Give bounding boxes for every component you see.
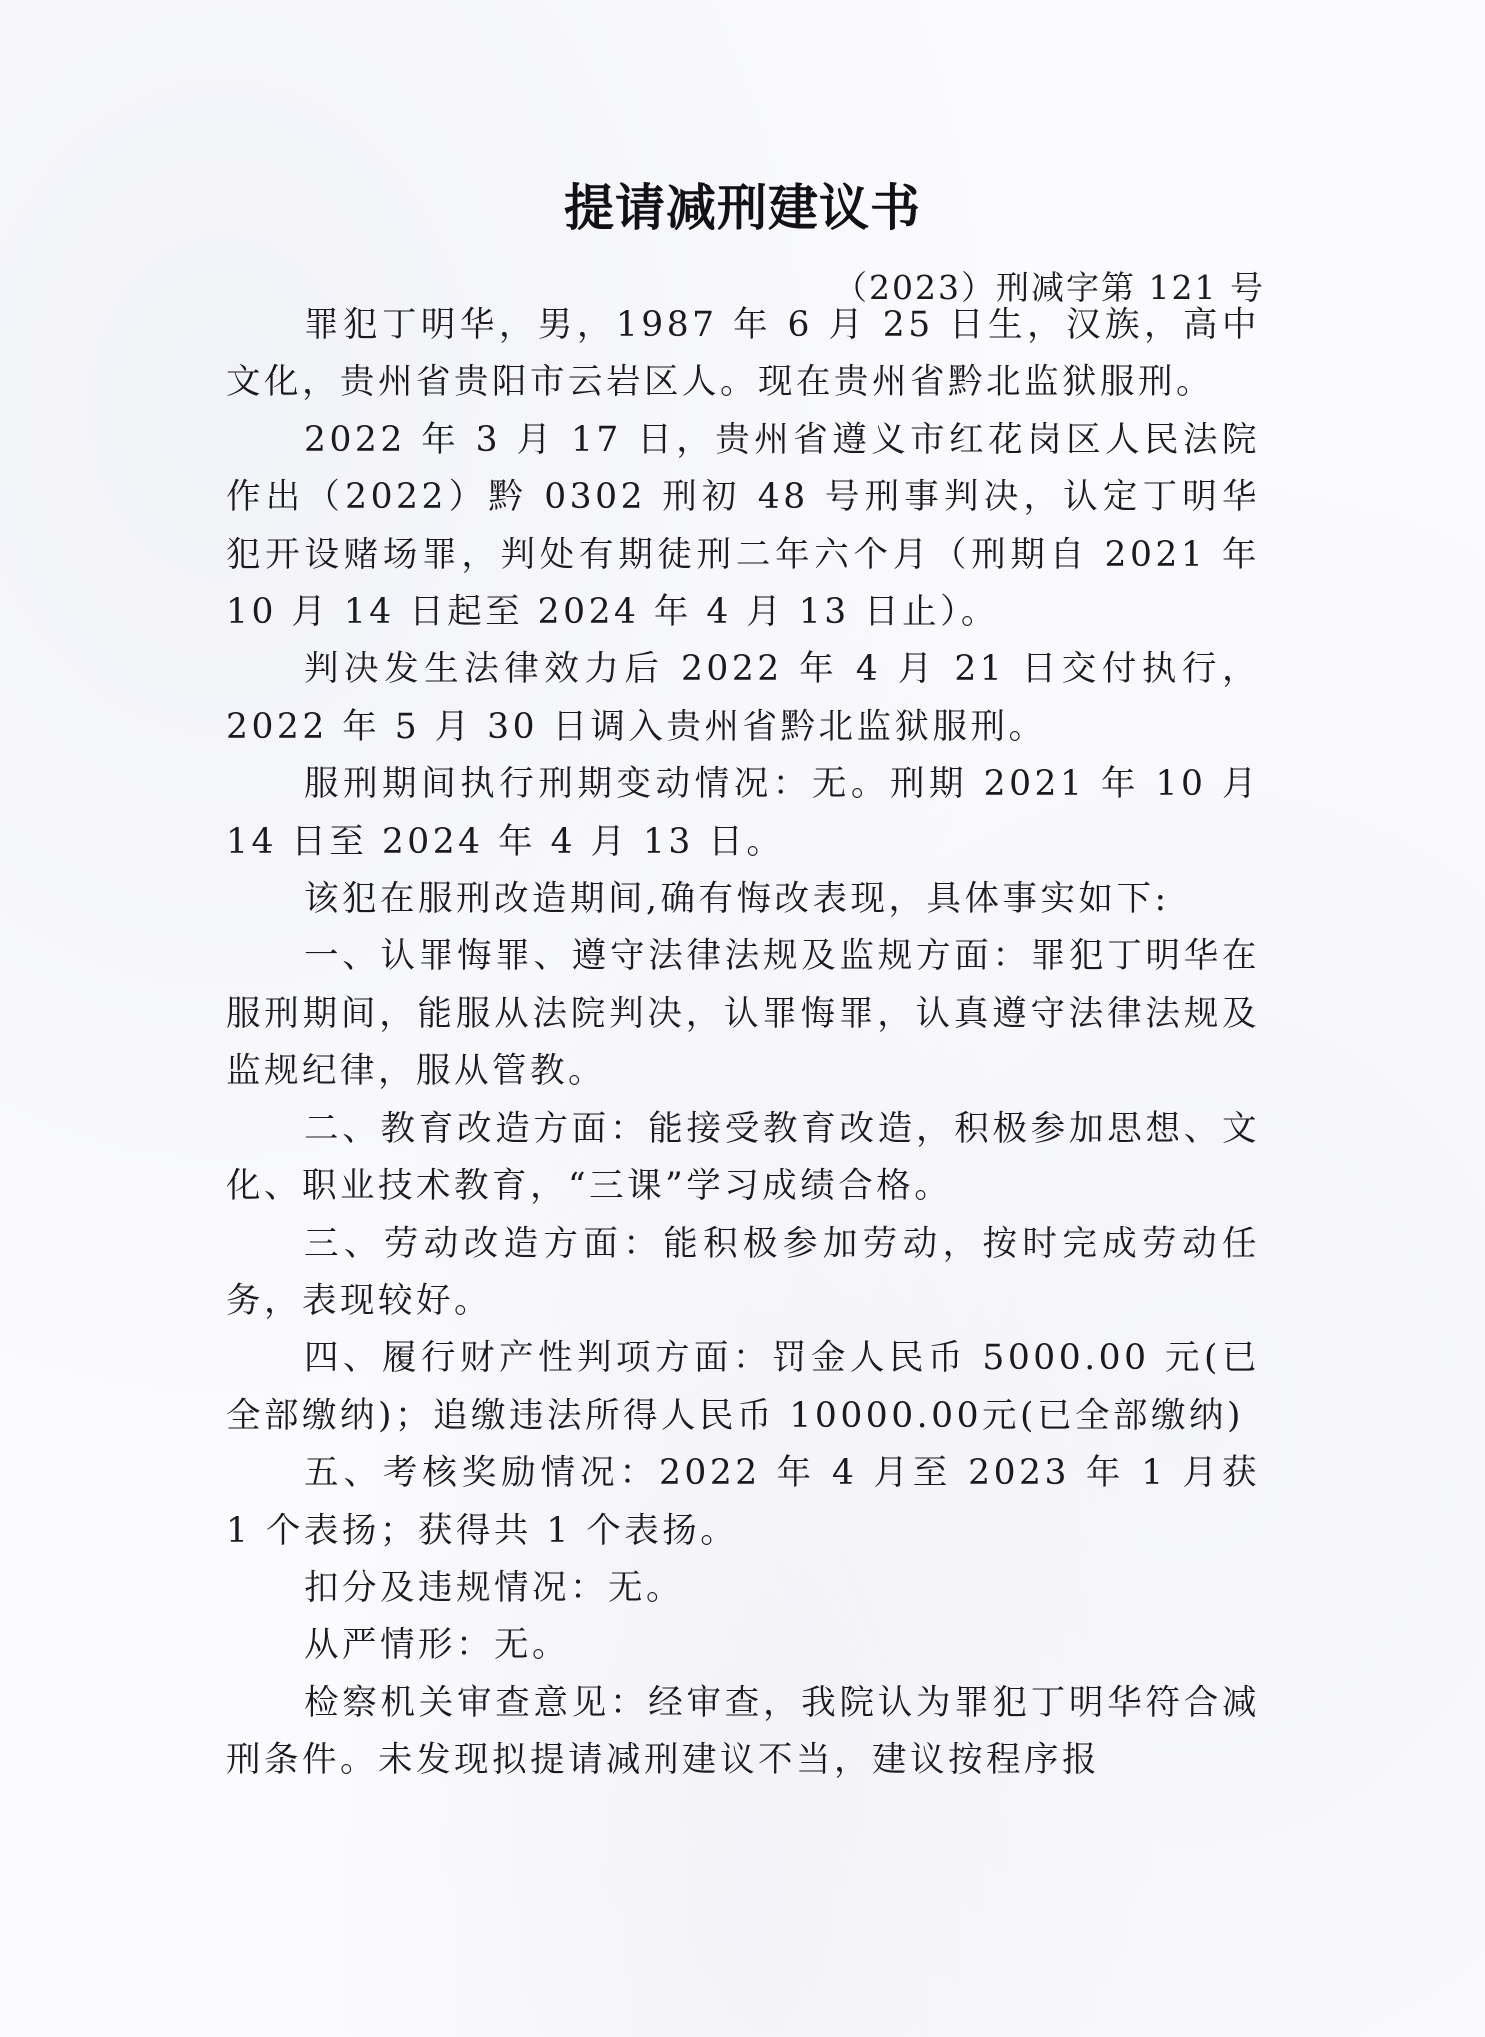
document-title: 提请减刑建议书 (564, 179, 921, 237)
paragraph-item-5: 五、考核奖励情况：2022 年 4 月至 2023 年 1 月获 1 个表扬；获得共 1 个表扬。 (226, 1453, 1260, 1551)
document-number: （2023）刑减字第 121 号 (834, 268, 1265, 307)
paragraph-item-1: 一、认罪悔罪、遵守法律法规及监规方面：罪犯丁明华在服刑期间，能服从法院判决，认罪悔罪，认真遵守法律法规及监规纪律，服从管教。 (226, 936, 1260, 1092)
paragraph-item-2: 二、教育改造方面：能接受教育改造，积极参加思想、文化、职业技术教育，“三课”学习成绩合格。 (226, 1108, 1260, 1207)
paragraph-execution: 判决发生法律效力后 2022 年 4 月 21 日交付执行，2022 年 5 月 30 日调入贵州省黔北监狱服刑。 (226, 649, 1260, 747)
paragraph-remorse-intro: 该犯在服刑改造期间,确有悔改表现，具体事实如下: (304, 879, 1170, 920)
paragraph-procuratorate-opinion: 检察机关审查意见：经审查，我院认为罪犯丁明华符合减刑条件。未发现拟提请减刑建议不当，建议按程序报 (226, 1682, 1260, 1781)
document-body (226, 297, 1260, 1790)
paragraph-item-4: 四、履行财产性判项方面：罚金人民币 5000.00 元(已全部缴纳)；追缴违法所得人民币 10000.00元(已全部缴纳) (226, 1338, 1260, 1436)
paragraph-item-3: 三、劳动改造方面：能积极参加劳动，按时完成劳动任务，表现较好。 (226, 1223, 1260, 1321)
paragraph-criminal-info: 罪犯丁明华，男，1987 年 6 月 25 日生，汉族，高中文化，贵州省贵阳市云岩区人。现在贵州省黔北监狱服刑。 (226, 305, 1260, 403)
paragraph-sentence-change: 服刑期间执行刑期变动情况：无。刑期 2021 年 10 月 14 日至 2024 年 4 月 13 日。 (226, 764, 1260, 862)
paragraph-judgment: 2022 年 3 月 17 日，贵州省遵义市红花岗区人民法院作出（2022）黔 0302 刑初 48 号刑事判决，认定丁明华犯开设赌场罪，判处有期徒刑二年六个月（刑期自 2021 年 10 月 14 日起至 2024 年 4 月 13 日止）。 (226, 419, 1260, 633)
paragraph-strict-circumstances: 从严情形：无。 (304, 1625, 570, 1666)
paragraph-deductions: 扣分及违规情况：无。 (304, 1567, 684, 1608)
